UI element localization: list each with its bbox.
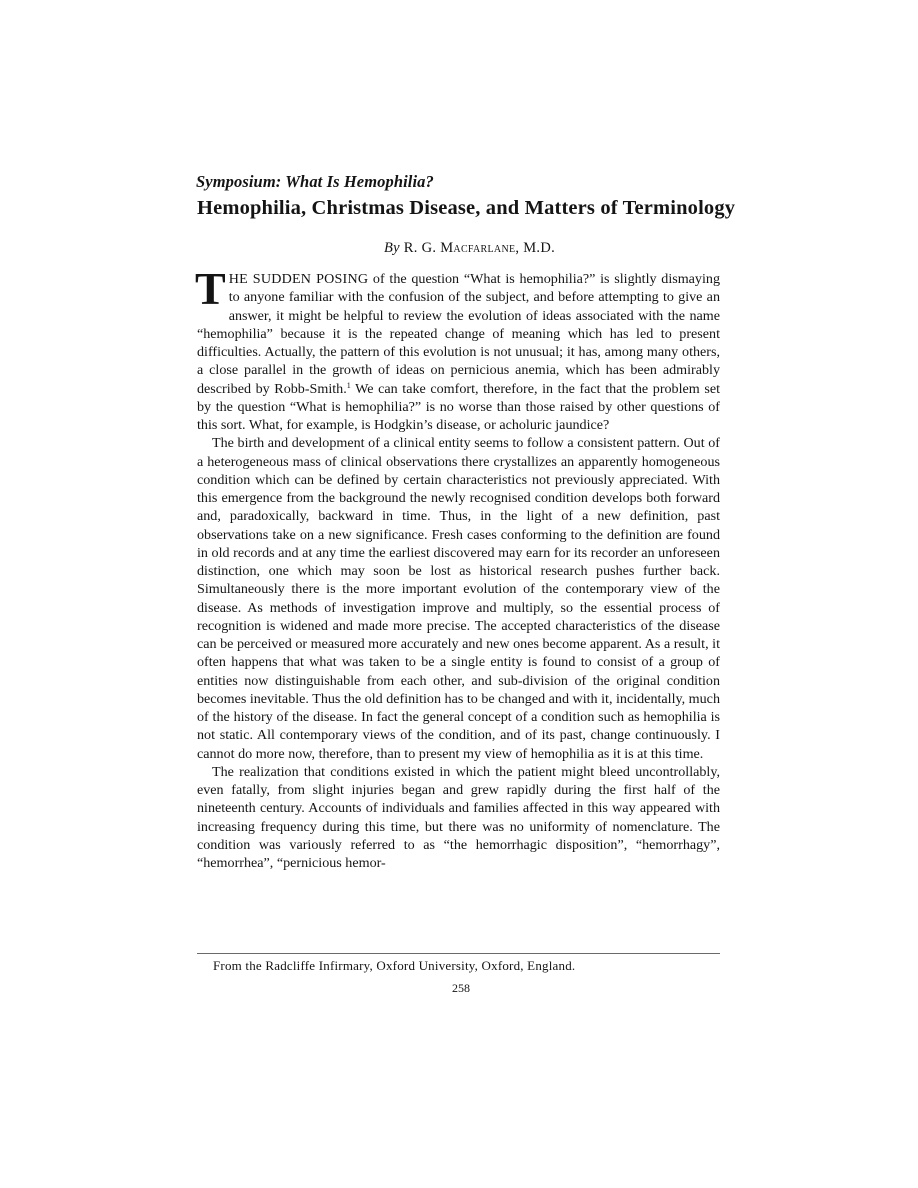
paragraph-3: The realization that conditions existed in which the patient might bleed uncontrollably, even fatally, from slight injuries began and grew rapidly during the first half of the nineteenth century. Accounts of individuals and families affected in this way appeared with increasing frequency during this time, but there was no uniformity of nomenclature. The condition was variously referred to as “the hemorrhagic disposition”, “hemorrhagy”, “hemorrhea”, “pernicious hemor- [197,763,720,871]
paragraph-1-text-continued: We can take comfort, therefore, in the fact that the problem set by the question “What is hemophilia?” is no worse than those raised by other questions of this sort. What, for example, is Hodgkin’s disease, or acholuric jaundice? [197,380,720,433]
paragraph-2: The birth and development of a clinical entity seems to follow a consistent pattern. Out of a heterogeneous mass of clinical observations there crystallizes an apparently homogeneous condition which can be defined by certain characteristics not previously appreciated. With this emergence from the background the newly recognised condition develops both forward and, paradoxically, backward in time. Thus, in the light of a new definition, past observations take on a new significance. Fresh cases conforming to the definition are found in old records and at any time the earliest discovered may earn for its recorder an unforeseen distinction, one which may soon be lost as historical research pushes further back. Simultaneously there is the more important evolution of the contemporary view of the disease. As methods of investigation improve and multiply, so the essential process of recognition is widened and made more precise. The accepted characteristics of the disease can be perceived or measured more accurately and new ones become apparent. As a result, it often happens that what was taken to be a single entity is found to consist of a group of entities now distinguishable from each other, and sub-division of the original condition becomes inevitable. Thus the old definition has to be changed and with it, incidentally, much of the history of the disease. In fact the general concept of a condition such as hemophilia is not static. All contemporary views of the condition, and of its past, change continuously. I cannot do more now, therefore, than to present my view of hemophilia as it is at this time. [197,435,720,762]
page-number: 258 [452,981,470,995]
author-name: R. G. Macfarlane, M.D. [403,240,556,256]
footnote-reference: 1 [346,380,351,390]
symposium-heading: Symposium: What Is Hemophilia? [196,172,434,191]
footnote-divider [197,953,720,954]
article-body [195,263,720,872]
paragraph-1-text: of the question “What is hemophilia?” is slightly dismaying to anyone familiar with the confusion of the subject, and before attempting to give an answer, it might be helpful to review the evolution of ideas associated with the name “hemophilia” because it is the repeated change of meaning which has led to present difficulties. Actually, the pattern of this evolution is not unusual; it has, among many others, a close parallel in the growth of ideas on pernicious anemia, which has been admirably described by Robb-Smith. [197,271,720,397]
byline [219,238,720,258]
article-page [195,172,736,872]
lead-in-caps: HE SUDDEN POSING [228,271,369,287]
drop-cap: T [195,263,226,314]
byline-prefix: By [383,240,400,256]
paragraph-1 [195,263,720,434]
footnote-affiliation: From the Radcliffe Infirmary, Oxford University, Oxford, England. [213,958,576,973]
article-title: Hemophilia, Christmas Disease, and Matters of Terminology [197,197,736,219]
